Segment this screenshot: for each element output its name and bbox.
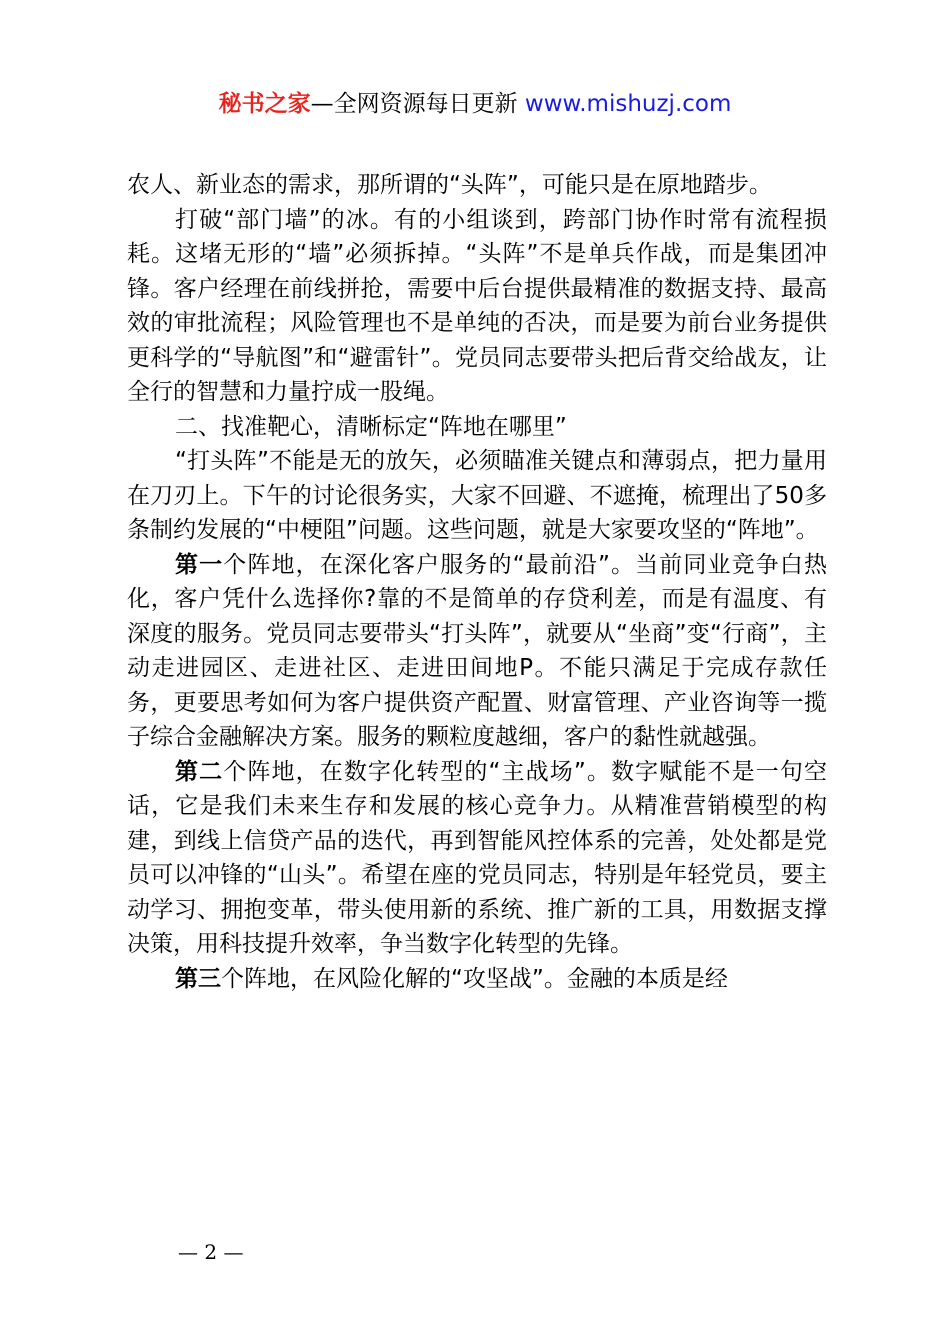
page-number: — 2 — [178, 1240, 244, 1264]
paragraph-2: 打破“部门墙”的冰。有的小组谈到，跨部门协作时常有流程损耗。这堵无形的“墙”必须拆掉。“头阵”不是单兵作战，而是集团冲锋。客户经理在前线拼抢，需要中后台提供最精准的数据支持、最高效的审批流程；风险管理也不是单纯的否决，而是要为前台业务提供更科学的“导航图”和“避雷针”。党员同志要带头把后背交给战友，让全行的智慧和力量拧成一股绳。 [127, 206, 827, 405]
paragraph-4-text: 个阵地，在深化客户服务的“最前沿”。当前同业竞争白热化，客户凭什么选择你?靠的不是简单的存贷利差，而是有温度、有深度的服务。党员同志要带头“打头阵”，就要从“坐商”变“行商”，主动走进园区、走进社区、走进田间地P。不能只满足于完成存款任务，更要思考如何为客户提供资产配置、财富管理、产业咨询等一揽子综合金融解决方案。服务的颗粒度越细，客户的黏性就越强。 [127, 551, 827, 750]
paragraph-4-lead: 第一 [175, 551, 224, 578]
section-heading: 二、找准靶心，清晰标定“阵地在哪里” [175, 413, 567, 440]
paragraph-1: 农人、新业态的需求，那所谓的“头阵”，可能只是在原地踏步。 [127, 172, 772, 198]
header-url[interactable]: www.mishuzj.com [524, 91, 732, 117]
page-header [0, 88, 950, 120]
document-body [127, 168, 827, 996]
paragraph-6-lead: 第三 [175, 965, 221, 992]
paragraph-5-text: 个阵地，在数字化转型的“主战场”。数字赋能不是一句空话，它是我们未来生存和发展的核心竞争力。从精准营销模型的构建，到线上信贷产品的迭代，再到智能风控体系的完善，处处都是党员可以冲锋的“山头”。希望在座的党员同志，特别是年轻党员，要主动学习、拥抱变革，带头使用新的系统、推广新的工具，用数据支撑决策，用科技提升效率，争当数字化转型的先锋。 [127, 758, 827, 957]
paragraph-3: “打头阵”不能是无的放矢，必须瞄准关键点和薄弱点，把力量用在刀刃上。下午的讨论很务实，大家不回避、不遮掩，梳理出了50多条制约发展的“中梗阻”问题。这些问题，就是大家要攻坚的“阵地”。 [127, 448, 827, 543]
brand-name: 秘书之家 [218, 91, 311, 117]
paragraph-5 [127, 755, 827, 962]
paragraph-5-lead: 第二 [175, 758, 224, 785]
paragraph-6-text: 个阵地，在风险化解的“攻坚战”。金融的本质是经 [221, 965, 728, 992]
paragraph-6 [127, 962, 827, 997]
paragraph-4 [127, 548, 827, 755]
header-tagline: —全网资源每日更新 [310, 91, 525, 117]
